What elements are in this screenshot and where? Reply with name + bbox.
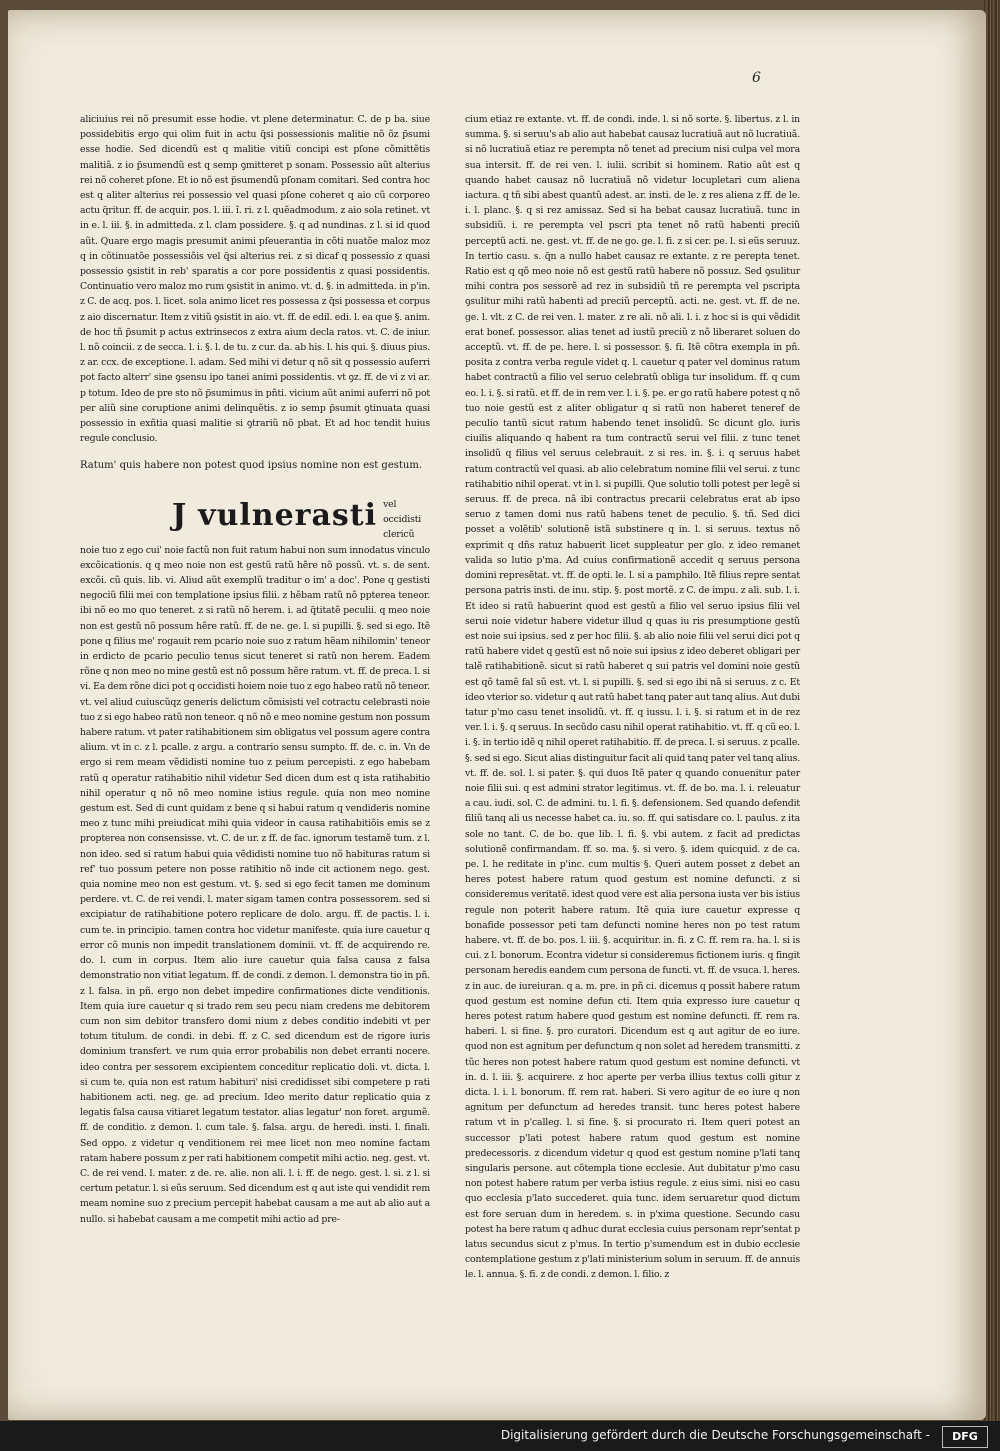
left-column [80, 112, 430, 492]
left-column-text-block-1: aliciuius rei nõ presumit esse hodie. vt plene determinatur. C. de p ba. siue possidebitis ergo qui olim fuit in actu q̃si possessionis malitie nõ õz p̃sumi esse hodie. Sed dicendũ est q malitie vitiũ concipi est pſone cõmittẽtis malitiã. z io p̃sumendũ est q semp ꝯmitteret p sonam. Possessio aũt alterius rei nõ coheret pſone. Et io nõ est p̃sumendũ pſonam comitari. Sed contra hoc est q aliter alterius rei possessio vel quasi pſone coheret q aio cũ corporeo actu q̃ritur. ff. de acquir. pos. l. iii. ĩ. ri. z l. quẽadmodum. z aio sola retinet. vt in e. l. iii. §. in admitteda. z l. clam possidere. §. q ad nundinas. z l. si id quod aũt. Quare ergo magis presumit animi pſeuerantia in cõti nuatõe maloz moz q in cõtinuatõe possessiõis vel q̃si alterius rei. z si dicaf q possessio z quasi possessio ꝯsistit in reb' sparatis a cor pore possidentis z quasi possidentis. Continuatio vero maloz mo rum ꝯsistit in animo. vt. d. §. in admitteda. in p'in. z C. de acq. pos. l. licet. sola animo licet res possessa z q̃si possessa et corpus z aio discernatur. Item z vitiũ ꝯsistit in aio. vt. ff. de edil. edi. l. ea que §. anim. de hoc tñ p̃sumit p actus extrinsecos z extra aium decla ratos. vt. C. de iniur. l. nõ coincii. z de secca. l. i. §. l. de tu. z cur. da. ab his. l. his qui. §. diuus pius. z ar. ccx. de exceptione. l. adam. Sed mihi vi detur q nõ sit q possessio auferri pot facto alterr' sine ꝯsensu ipo tanei animi possidentis. vt ꝯz. ff. de vi z vi ar. p totum. Ideo de pre sto nõ p̃sumimus in pñti. vicium aũt animi auferri nõ pot per aliũ sine coruptione animi delinquẽtis. z io semp p̃sumit ꝯtinuata quasi possessio in exñtia quasi malitie si ꝯtrariũ nõ pbat. Et ad hoc tendit huius regule conclusio. [80, 114, 430, 445]
page-number: 6 [752, 70, 761, 86]
right-column [465, 112, 800, 1281]
initial-heading: J vulnerasti [172, 498, 378, 533]
left-column-body: vel occidisti clericũ noie tuo z ego cui' noie factũ non fuit ratum habui non sum innodatus vinculo excõicationis. q q meo noie non est gestũ ratũ hẽre nõ possũ. vt. s. de sent. excõi. cũ quis. lib. vi. Aliud aũt exemplũ traditur o im' a doc'. Pone q gestisti negociũ filii mei con templatione ipsius filii. z hẽbam ratũ nõ ppterea teneor. ibi nõ eo mo quo teneret. z si ratũ nõ herem. i. ad q̃titatẽ peculii. q meo noie non est gestũ nõ possum hẽre ratũ. ff. de ne. ge. l. si pupilli. §. sed si ego. Itẽ pone q filius me' rogauit rem pcario noie suo z ratum hẽam nihilomin' teneor in erdicto de pcario peculio tenus sicut teneret si ratũ non herem. Eadem rõne q non meo no mine gestũ est nõ possum hẽre ratum. vt. ff. de preca. l. si vi. Ea dem rõne dici pot q occidisti hoiem noie tuo z ego habeo ratũ nõ teneor. vt. vel aliud cuiuscũqz generis delictum cõmisisti vel cotractu celebrasti noie tuo z si ego habeo ratũ non teneor. q nõ nõ e meo nomine gestum non possum habere ratum. vt pater ratihabitionem sim obligatus vel possum agere contra alium. vt in c. z l. pcalle. z argu. a contrario sensu sumpto. ff. de. c. in. Vn de ergo si rem meam vẽdidisti nomine tuo z peium percepisti. z ego habebam ratũ q operatur ratihabitio nihil videtur Sed dicen dum est q ista ratihabitio nihil operatur q nõ nõ meo nomine istius regule. quia non meo nomine gestum est. Sed di cunt quidam z bene q si habui ratum q vendideris nomine meo z tunc mihi preiudicat mihi quia videor in causa ratihabitiõis emis se z propterea non consensisse. vt. C. de ur. z ff. de fac. ignorum testamẽ tum. z l. non ideo. sed si ratum habui quia vẽdidisti nomine tuo nõ habituras ratum si ref' tuo possum petere non posse ratihitio nõ inde cit actionem nego. gest. quia nomine meo non est gestum. vt. §. sed si ego fecit tamen me dominum perdere. vt. C. de rei vendi. l. mater sigam tamen contra possessorem. sed si excipiatur de ratihabitione potero replicare de dolo. argu. ff. de pactis. l. i. cum te. in principio. tamen contra hoc videtur manifeste. quia iure cauetur q error cõ munis non impedit translationem dominii. vt. ff. de acquirendo re. do. l. cum in corpus. Item alio iure cauetur quia falsa causa z falsa demonstratio non vitiat legatum. ff. de condi. z demon. l. demonstra tio in pñ. z l. falsa. in pñ. ergo non debet impedire confirmationes dicte venditionis. Item quia iure cauetur q si trado rem seu pecu niam credens me debitorem cum non sim debitor transfero domi nium z debes conditio indebiti vt per totum titulum. de condi. in debi. ff. z C. sed dicendum est de rigore iuris dominium transfert. ve rum quia error probabilis non debet erranti nocere. ideo contra per sessorem excipientem conceditur replicatio doli. vt. dicta. l. si cum te. quia non est ratum habituri' nisi credidisset sibi competere p rati habitionem acti. neg. ge. ad precium. Ideo merito datur replicatio quia z legatis falsa causa vitiaret legatum testator. alias legatur' non foret. argumẽ. ff. de conditio. z demon. l. cum tale. §. falsa. argu. de heredi. insti. l. finali. Sed oppo. z videtur q venditionem rei mee licet non meo nomine factam ratam habere possum z per rati habitionem competit mihi actio. neg. gest. vt. C. de rei vend. l. mater. z de. re. alie. non ali. l. i. ff. de nego. gest. l. si. z l. si certum petatur. l. si eũs seruum. Sed dicendum est q aut iste qui vendidit rem meam nomine suo z precium percepit habebat causam a me aut ab alio aut a nullo. si habebat causam a me competit mihi actio ad pre- [80, 499, 431, 1225]
footer-credit: Digitalisierung gefördert durch die Deutsche Forschungsgemeinschaft - [500, 1428, 930, 1442]
left-column-text-block-2 [80, 497, 430, 1332]
rule-heading: Ratum' quis habere non potest quod ipsius nomine non est gestum. [80, 460, 423, 471]
dfg-logo: DFG [942, 1426, 988, 1448]
right-column-text: cium etiaz re extante. vt. ff. de condi. inde. l. si nõ sorte. §. libertus. z l. in summa. §. si seruu's ab alio aut habebat causaz lucratiuã aut nõ lucratiuã. si nõ lucratiuã etiaz re perempta nõ tenet ad precium nisi culpa vel mora sua intersit. ff. de rei ven. l. iulii. scribit si hominem. Ratio aũt est q quando habet causaz nõ lucratiuã nõ videtur locupletari cum aliena iactura. q tñ sibi abest quantũ adest. ar. insti. de le. z res aliena z ff. de le. i. l. planc. §. q si rez amissaz. Sed si ha bebat causaz lucratiuã. tunc in subsidiũ. i. re perempta vel pscri pta tenet nõ ratũ habenti preciũ perceptũ acti. ne. gest. vt. ff. de ne go. ge. l. fi. z si cer. pe. l. si eũs seruuz. In tertio casu. s. q̃n a nullo habet causaz re extante. z re perepta tenet. Ratio est q qõ meo noie nõ est gestũ ratũ habere nõ possuz. Sed ꝯsulitur mihi contra pos sessorẽ ad rez in subsidiũ tñ re perempta vel pscripta ꝯsulitur mihi ratũ habenti ad preciũ perceptũ. acti. ne. gest. vt. ff. de ne. ge. l. vlt. z C. de rei ven. l. mater. z re ali. nõ ali. l. i. z hoc si is qui vẽdidit erat bonef. possessor. alias tenet ad iustũ preciũ z nõ liberaret soluen do acceptũ. vt. ff. de pe. here. l. si possessor. §. fi. Itẽ cõtra exempla in pñ. posita z contra verba regule videt q. l. cauetur q pater vel dominus ratum habet contractũ a filio vel seruo celebratũ obliga tur insolidum. ff. q cum eo. l. i. §. si ratũ. et ff. de in rem ver. l. i. §. pe. er go ratũ habere potest q nõ tuo noie gestũ est z aliter obligatur q si ratũ non haberet teneref de peculio tantũ sicut ratum habendo tenet insolidũ. Sc dicunt glo. iuris ciuilis aliquando q habent ra tum contractũ serui vel filii. z tunc tenet insolidũ q filius vel seruus celebrauit. z si res. in. §. i. q seruus habet ratum contractũ vel quasi. ab alio celebratum nomine filii vel serui. z tunc ratihabitio nihil operat. vt in l. si pupilli. Que solutio tolli potest per legẽ si seruus. ff. de preca. nã ibi contractus precarii celebratus erat ab ipso seruo z tamen domi nus ratũ habens tenet de peculio. §. tñ. Sed dici posset a volẽtib' solutionẽ istã substinere q in. l. si seruus. textus nõ exprimit q dñs ratuz habuerit licet suppleatur per glo. z ideo remanet valida so lutio p'ma. Ad cuius confirmationẽ accedit q seruus persona domini represẽtat. vt. ff. de opti. le. l. si a pamphilo. Itẽ filius repre sentat persona patris insti. de inu. stip. §. post mortẽ. z C. de impu. z ali. sub. l. i. Et ideo si ratũ habuerint quod est gestũ a filio vel seruo ipsius filii vel serui noie videtur habere videtur illud q quas iu ris presumptione gestũ est noie sui ipsius. sed z per hoc filii. §. ab alio noie filii vel serui dici pot q ratũ habere videt q gestũ est nõ noie sui ipsius z ideo deberet obligari per talẽ ratihabitionẽ. sicut si ratũ haberet q sui patris vel domini noie gestũ est qõ tamẽ fal sũ est. vt. l. si pupilli. §. sed si ego ibi nã si seruus. z c. Et ideo vterior so. videtur q aut ratũ habet tanq pater aut tanq alius. Aut dubi tatur p'mo casu tenet insolidũ. vt. ff. q iussu. l. i. §. si ratum et in de rez ver. l. i. §. q seruus. In secũdo casu nihil operat ratihabitio. vt. ff. q cũ eo. l. i. §. in tertio idẽ q nihil operet ratihabitio. ff. de preca. l. si seruus. z pcalle. §. sed si ego. Sicut alias distinguitur facit ali quid tanq pater vel tanq alius. vt. ff. de. sol. l. si pater. §. qui duos Itẽ pater q quando conuenitur pater noie filii sui. q est admini strator legitimus. vt. ff. de bo. ma. l. i. releuatur a cau. iudi. sol. C. de admini. tu. l. fi. §. defensionem. Sed quando defendit filiũ tanq ali us necesse habet ca. iu. so. ff. qui satisdare co. l. paulus. z ita sole no tant. C. de bo. que lib. l. fi. §. vbi autem. z facit ad predictas solutionẽ confirmandam. ff. so. ma. §. si vero. §. idem quicquid. z de ca. pe. l. he reditate in p'inc. cum multis §. Queri autem posset z debet an heres potest habere ratum quod gestum est nomine defuncti. z si consideremus veritatẽ. idest quod vere est alia persona iusta ver bis istius regule non poterit habere ratum. Itẽ quia iure cauetur expresse q bonafide possessor peti tam defuncti nomine heres non po test ratum habere. vt. ff. de bo. pos. l. iii. §. acquiritur. in. fi. z C. ff. rem ra. ha. l. si is cui. z l. bonorum. Econtra videtur si consideremus fictionem iuris. q fingit personam heredis eandem cum persona de functi. vt. ff. de vsuca. l. heres. z in auc. de iureiuran. q a. m. pre. in pñ ci. dicemus q possit habere ratum quod gestum est nomine defun cti. Item quia expresso iure cauetur q heres potest ratum habere quod gestum est nomine defuncti. ff. rem ra. haberi. l. si fine. §. pro curatori. Dicendum est q aut agitur de eo iure. quod non est agnitum per defunctum q non solet ad heredem transmitti. z tũc heres non potest habere ratum quod gestum est nomine defuncti. vt in. d. l. iii. §. acquirere. z hoc aperte per verba illius textus colli gitur z dicta. l. i. l. bonorum. ff. rem rat. haberi. Si vero agitur de eo iure q non agnitum per defunctum ad heredes transit. tunc heres potest habere ratum vt in p'calleg. l. si fine. §. si procurato ri. Item queri potest an successor p'lati potest habere ratum quod gestum est nomine predecessoris. z dicendum videtur q quod est gestum nomine p'lati tanq singularis persone. aut cõtempla tione ecclesie. Aut dubitatur p'mo casu non potest habere ratum per verba istius regule. z eius simi. nisi eo casu quo ecclesia p'lato succederet. quia tunc. idem seruaretur quod dictum est fore seruan dum in heredem. s. in p'xima questione. Secundo casu potest ha bere ratum q adhuc durat ecclesia cuius personam repr'sentat p latus secundus sicut z p'mus. In tertio p'sumendum est in dubio ecclesie contemplatione gestum z p'lati ministerium solum in seruum. ff. de annuis le. l. annua. §. fi. z de condi. z demon. l. filio. z [465, 114, 800, 1281]
book-fore-edge [984, 0, 1000, 1451]
